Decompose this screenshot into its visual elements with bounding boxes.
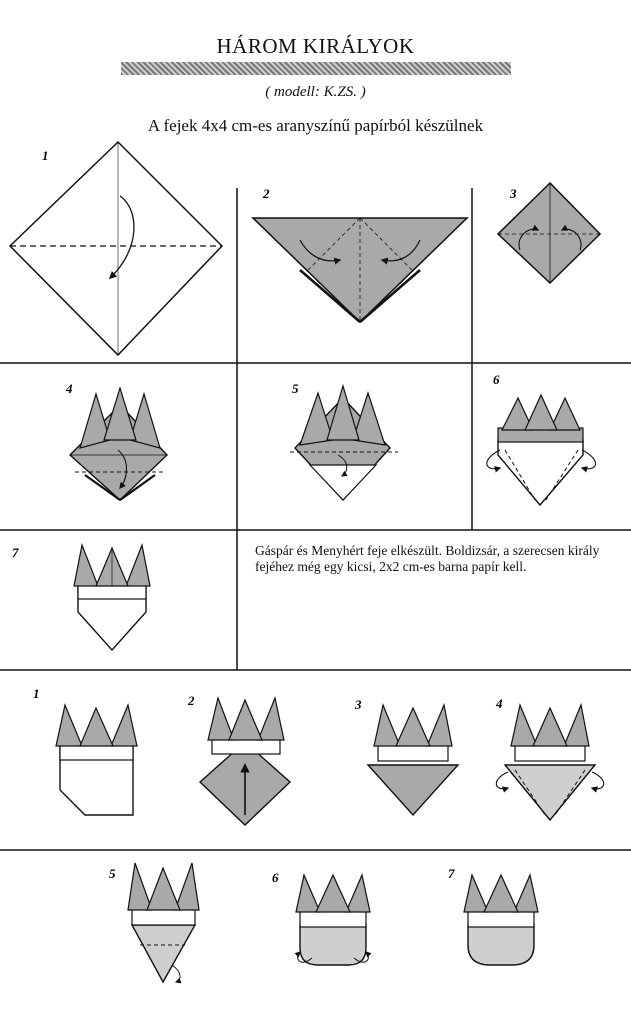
step-b5-diagram [128,863,199,982]
step-b2-number: 2 [188,693,195,708]
step-b4-diagram [496,705,603,820]
step-b6-number: 6 [272,870,279,885]
step-b2-diagram [200,698,290,825]
step-a2-diagram [253,218,467,322]
instruction-note: Gáspár és Menyhért feje elkészült. Boldizsár, a szerecsen király fejéhez még egy kicsi, 2x2 cm-es barna papír kell. [255,543,600,574]
step-a6-number: 6 [493,372,500,387]
step-a5-diagram [290,386,398,500]
step-a3-number: 3 [510,186,517,201]
step-a4-number: 4 [66,381,73,396]
step-a7-number: 7 [12,545,19,560]
step-b5-number: 5 [109,866,116,881]
step-b3-number: 3 [355,697,362,712]
page-title: HÁROM KIRÁLYOK [216,34,415,58]
step-b7-number: 7 [448,866,455,881]
step-b1-number: 1 [33,686,40,701]
step-b3-diagram [368,705,458,815]
step-b4-number: 4 [496,696,503,711]
step-a2-number: 2 [263,186,270,201]
step-a5-number: 5 [292,381,299,396]
step-a7-diagram [74,545,150,650]
step-a1-number: 1 [42,148,49,163]
step-a6-diagram [487,395,596,505]
step-a1-diagram [10,142,222,355]
model-credit: ( modell: K.ZS. ) [265,84,366,100]
step-b1-diagram [56,705,137,815]
step-b7-diagram [464,875,538,965]
instruction-subtitle: A fejek 4x4 cm-es aranyszínű papírból készülnek [147,116,484,135]
step-a4-diagram [70,388,167,500]
step-b6-diagram [296,875,370,965]
